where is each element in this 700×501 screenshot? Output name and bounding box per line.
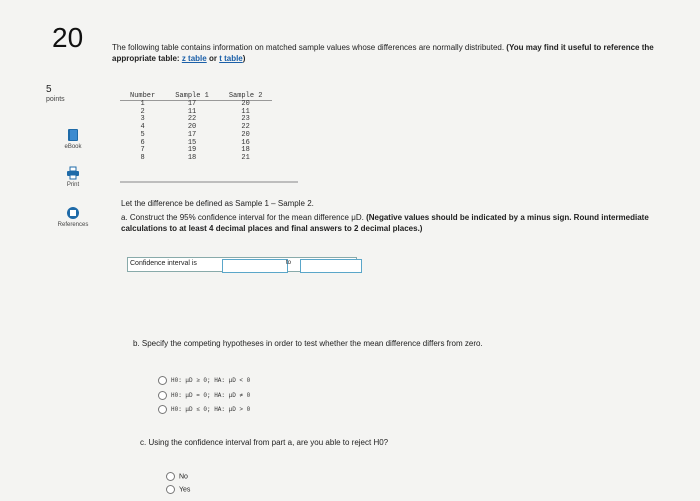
references-icon xyxy=(66,206,80,220)
cell: 11 xyxy=(241,107,250,116)
cell: 11 xyxy=(187,107,197,116)
references-button[interactable] xyxy=(56,206,90,228)
col-header-sample2: Sample 2 xyxy=(219,92,273,101)
cell: 17 xyxy=(187,100,197,108)
t-table-link[interactable]: t table xyxy=(219,54,243,63)
hypothesis-option-3[interactable] xyxy=(158,405,250,414)
cell: 6 xyxy=(140,138,145,147)
option-label: H0: μD = 0; HA: μD ≠ 0 xyxy=(171,392,251,400)
ebook-label: eBook xyxy=(64,144,82,150)
cell: 16 xyxy=(241,138,250,147)
radio-button[interactable] xyxy=(166,485,175,494)
part-b-prompt: b. Specify the competing hypotheses in order to test whether the mean difference differs from zero. xyxy=(133,339,483,348)
cell: 22 xyxy=(187,115,197,124)
cell: 3 xyxy=(140,115,145,124)
intro-close: ) xyxy=(242,54,246,63)
part-a-prompt xyxy=(121,212,666,234)
hypothesis-option-1[interactable] xyxy=(158,376,250,385)
z-table-link[interactable]: z table xyxy=(181,54,207,63)
cell: 5 xyxy=(140,130,145,139)
cell: 19 xyxy=(187,146,197,155)
cell: 15 xyxy=(187,138,197,147)
print-button[interactable] xyxy=(56,166,90,188)
cell: 22 xyxy=(241,123,250,132)
table-row xyxy=(120,155,272,163)
print-label: Print xyxy=(66,182,80,188)
part-c-prompt: c. Using the confidence interval from part a, are you able to reject H0? xyxy=(140,438,389,447)
col-header-number: Number xyxy=(120,92,165,101)
reject-option-yes[interactable] xyxy=(166,485,190,494)
intro-bold: (You may find it useful to reference the appropriate table: xyxy=(112,43,654,63)
points-value: 5 xyxy=(46,84,52,95)
question-number: 20 xyxy=(52,22,84,53)
option-label: H0: μD ≥ 0; HA: μD < 0 xyxy=(171,377,251,385)
cell: 8 xyxy=(140,153,145,162)
cell: 21 xyxy=(241,153,250,162)
hypothesis-option-2[interactable] xyxy=(158,391,250,400)
cell: 20 xyxy=(187,123,197,132)
radio-button[interactable] xyxy=(158,391,167,400)
ci-label: Confidence interval is xyxy=(130,260,197,267)
ebook-icon xyxy=(67,128,79,142)
part-a-text: a. Construct the 95% confidence interval for the mean difference μD. xyxy=(121,213,364,222)
intro-text xyxy=(112,42,672,64)
ci-upper-input[interactable] xyxy=(300,259,362,273)
option-label: H0: μD ≤ 0; HA: μD > 0 xyxy=(171,406,251,414)
table-bottom-border xyxy=(120,181,298,183)
ci-to-label: to xyxy=(286,260,292,266)
data-table xyxy=(120,92,272,163)
reject-option-no[interactable] xyxy=(166,472,188,481)
ci-lower-input[interactable] xyxy=(222,259,288,273)
radio-button[interactable] xyxy=(158,376,167,385)
col-header-sample1: Sample 1 xyxy=(165,92,219,101)
references-label: References xyxy=(57,222,89,228)
cell: 18 xyxy=(241,146,250,155)
cell: 20 xyxy=(241,130,250,139)
printer-icon xyxy=(66,166,80,180)
option-label: No xyxy=(179,473,188,481)
ebook-button[interactable] xyxy=(56,128,90,150)
cell: 7 xyxy=(140,146,145,155)
cell: 2 xyxy=(140,107,145,116)
cell: 23 xyxy=(241,115,250,124)
cell: 17 xyxy=(187,130,197,139)
radio-button[interactable] xyxy=(166,472,175,481)
intro-plain: The following table contains information on matched sample values whose differences are normally distributed. xyxy=(112,43,505,52)
radio-button[interactable] xyxy=(158,405,167,414)
cell: 4 xyxy=(140,123,145,132)
difference-definition: Let the difference be defined as Sample 1 – Sample 2. xyxy=(121,199,314,208)
intro-or: or xyxy=(208,54,217,63)
part-a-instructions: (Negative values should be indicated by a minus sign. Round intermediate calculations to at least 4 decimal places and final answers to 2 decimal places.) xyxy=(121,213,649,233)
cell: 20 xyxy=(241,100,250,108)
cell: 18 xyxy=(187,153,197,162)
points-label: points xyxy=(46,96,65,103)
option-label: Yes xyxy=(179,486,191,494)
confidence-interval-row xyxy=(127,257,357,272)
cell: 1 xyxy=(140,100,145,108)
